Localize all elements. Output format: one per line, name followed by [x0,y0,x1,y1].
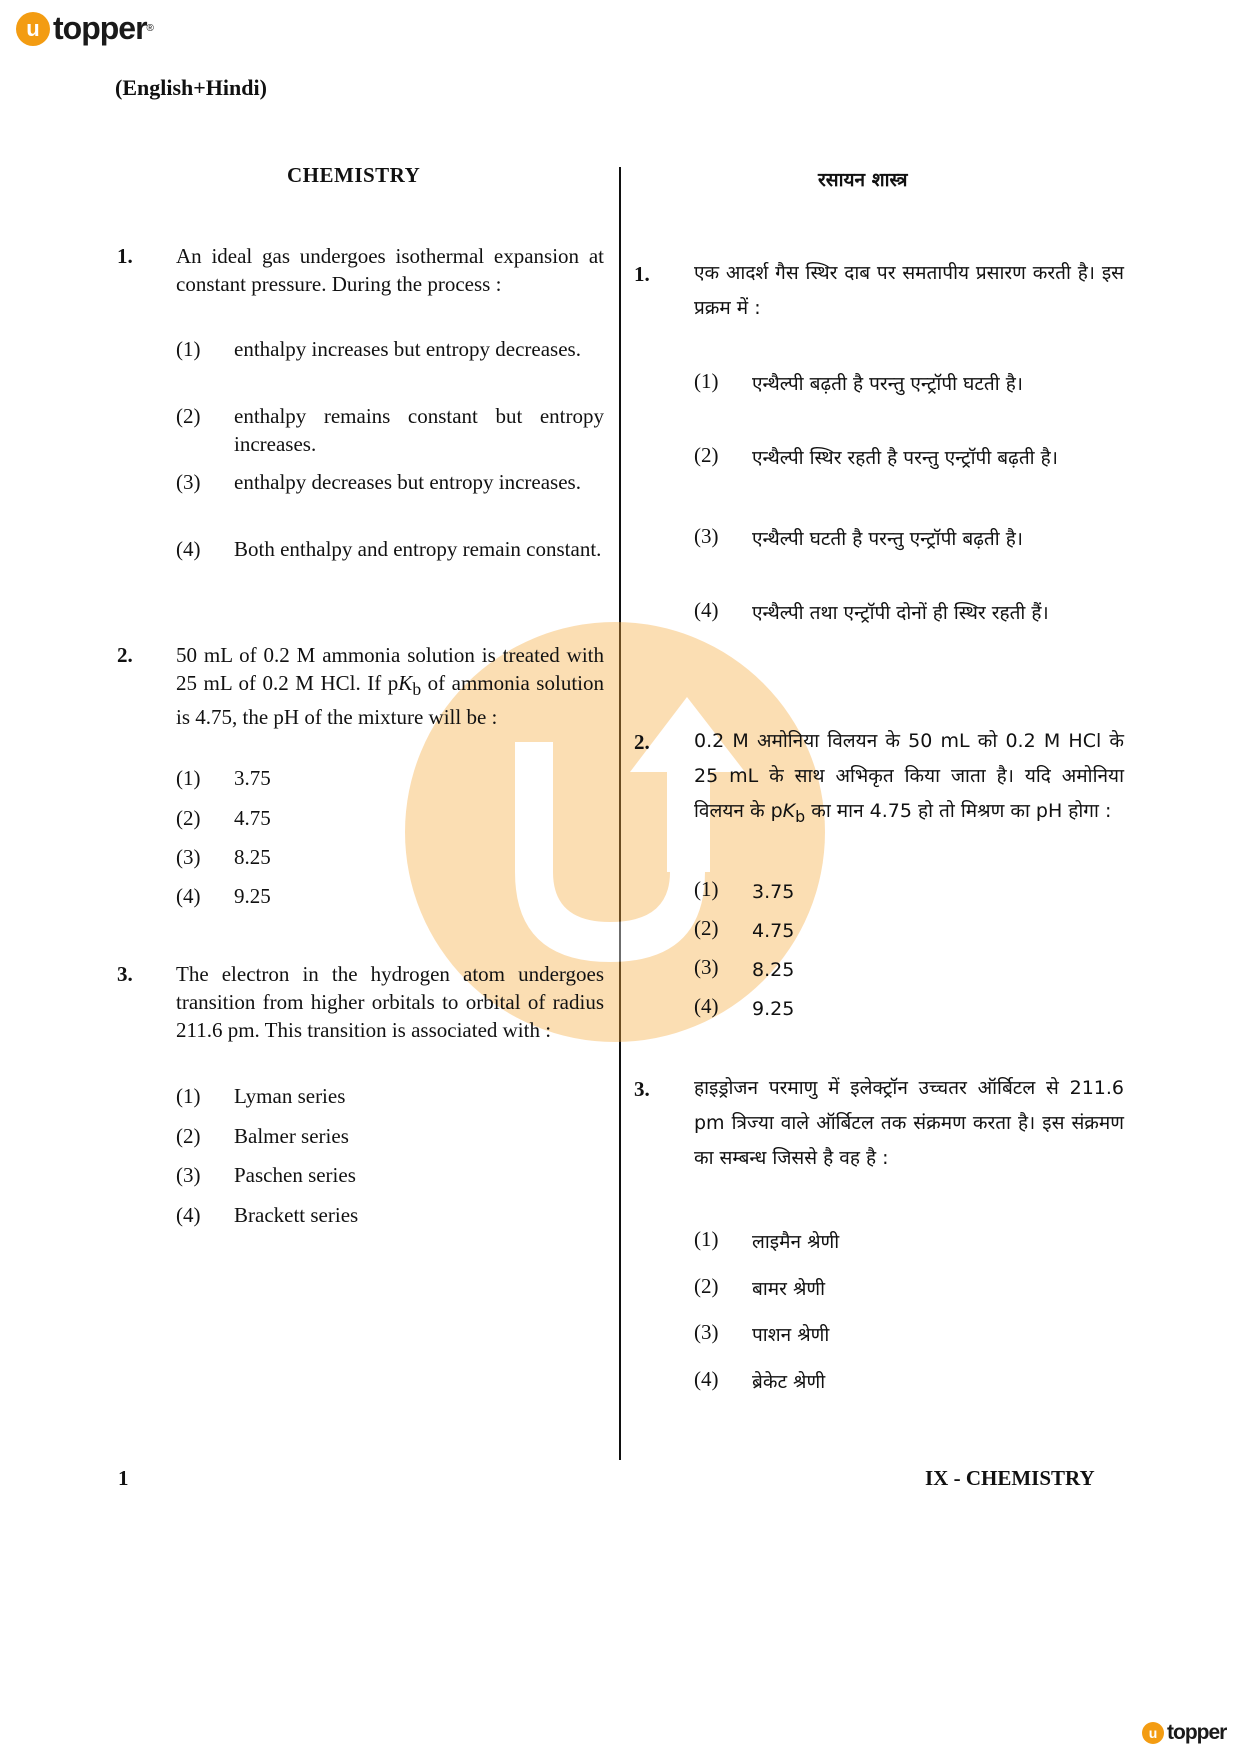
option-2: (2) 4.75 [176,806,271,830]
registered-mark-icon: ® [146,23,154,34]
option-1: (1) enthalpy increases but entropy decreases. [176,337,581,361]
option-2: (2) एन्थैल्पी स्थिर रहती है परन्तु एन्ट्रॉपी बढ़ती है। [694,443,1058,469]
question-stem: 0.2 M अमोनिया विलयन के 50 mL को 0.2 M HCl के 25 mL के साथ अभिकृत किया जाता है। यदि अमोनिया विलयन के $pK_b$ का मान 4.75 हो तो मिश्रण का pH होगा : [694,730,1124,826]
english-question-2 [117,641,604,921]
option-1: (1) एन्थैल्पी बढ़ती है परन्तु एन्ट्रॉपी घटती है। [694,369,1023,395]
option-4: (4) 9.25 [694,994,795,1020]
question-number: 1. [117,244,133,268]
logo-text: topper [1167,1721,1227,1744]
language-label: (English+Hindi) [115,75,267,100]
option-3: (3) 8.25 [694,955,795,981]
option-2: (2) 4.75 [694,916,795,942]
question-stem: 50 mL of 0.2 M ammonia solution is treated with 25 mL of 0.2 M HCl. If $pK_b$ of ammonia solution is 4.75, the pH of the mixture will be : [176,643,604,730]
question-stem: An ideal gas undergoes isothermal expansion at constant pressure. During the process : [176,244,604,296]
english-question-1 [117,242,604,582]
option-2: (2) Balmer series [176,1124,349,1148]
english-section-title: CHEMISTRY [287,163,421,187]
column-divider [619,167,621,1460]
option-3: (3) enthalpy decreases but entropy increases. [176,470,581,494]
hindi-section-title: रसायन शास्त्र [818,169,908,191]
topper-logo [16,10,154,47]
question-stem: एक आदर्श गैस स्थिर दाब पर समतापीय प्रसारण करती है। इस प्रक्रम में : [694,262,1124,319]
option-1: (1) 3.75 [694,877,795,903]
english-question-3 [117,960,604,1240]
option-2: (2) enthalpy remains constant but entropy increases. [176,404,604,456]
option-1: (1) लाइमैन श्रेणी [694,1227,840,1253]
question-number: 3. [634,1077,650,1101]
question-number: 2. [634,730,650,754]
hindi-question-1 [634,260,1124,630]
section-footer: IX - CHEMISTRY [925,1466,1095,1490]
question-stem: The electron in the hydrogen atom undergoes transition from higher orbitals to orbital of radius 211.6 pm. This transition is associated with : [176,962,604,1042]
logo-u-icon: u [1142,1722,1164,1744]
option-3: (3) एन्थैल्पी घटती है परन्तु एन्ट्रॉपी बढ़ती है। [694,524,1023,550]
question-number: 3. [117,962,133,986]
logo-text: topper [53,10,147,46]
option-4: (4) Brackett series [176,1203,359,1227]
option-2: (2) बामर श्रेणी [694,1274,826,1300]
hindi-question-2 [634,728,1124,1028]
option-3: (3) पाशन श्रेणी [694,1320,830,1346]
logo-u-icon: u [16,12,50,46]
question-stem: हाइड्रोजन परमाणु में इलेक्ट्रॉन उच्चतर ऑर्बिटल से 211.6 pm त्रिज्या वाले ऑर्बिटल तक संक्रमण करता है। इस संक्रमण का सम्बन्ध जिससे है वह है : [694,1077,1124,1169]
option-3: (3) Paschen series [176,1163,356,1187]
question-number: 2. [117,643,133,667]
option-4: (4) Both enthalpy and entropy remain constant. [176,537,602,561]
page-number: 1 [118,1466,129,1490]
option-4: (4) 9.25 [176,884,271,908]
option-4: (4) एन्थैल्पी तथा एन्ट्रॉपी दोनों ही स्थिर रहती हैं। [694,598,1049,624]
option-1: (1) 3.75 [176,766,271,790]
option-4: (4) ब्रेकेट श्रेणी [694,1367,826,1393]
topper-logo-footer [1142,1721,1226,1745]
hindi-question-3 [634,1075,1124,1405]
option-3: (3) 8.25 [176,845,271,869]
option-1: (1) Lyman series [176,1084,346,1108]
question-number: 1. [634,262,650,286]
